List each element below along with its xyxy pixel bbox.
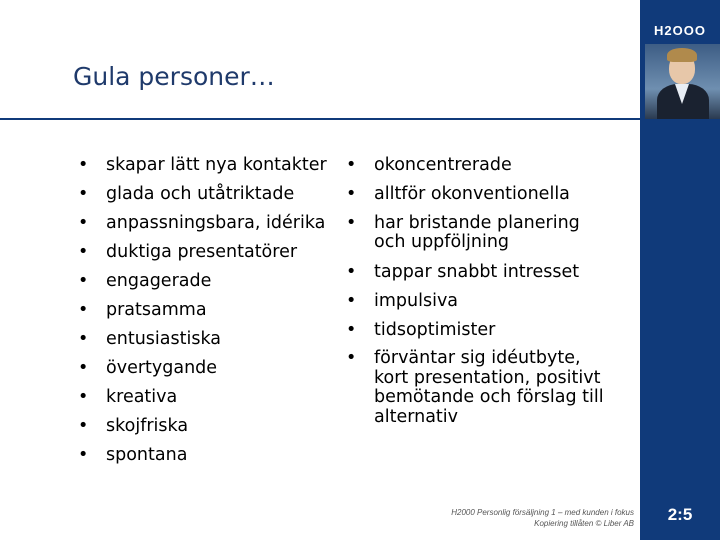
list-item [78,383,343,412]
footer-credit [408,507,634,529]
list-item-text: duktiga presentatörer [106,242,298,262]
list-item [78,296,343,325]
bullet-icon: • [78,387,89,407]
list-item [78,238,343,267]
photo-hair [667,48,697,62]
list-item-text: och uppföljning [374,232,510,252]
list-item-text: kort presentation, positivt [374,367,601,388]
bullet-icon: • [78,271,89,291]
list-item [78,209,343,238]
list-item-text: anpassningsbara, idérika [106,213,326,233]
list-item-text: övertygande [106,358,218,378]
list-item [78,354,343,383]
bullet-icon: • [78,300,89,320]
list-item-text: förväntar sig idéutbyte, [374,348,581,368]
bullet-icon: • [78,416,89,436]
list-item-text: pratsamma [106,300,207,320]
list-item [346,258,628,287]
slide-title: Gula personer… [73,62,275,91]
list-item [346,209,628,258]
bullet-icon: • [346,155,357,175]
list-item [78,412,343,441]
list-item-text: alltför okonventionella [374,184,570,204]
header-divider [0,118,645,120]
bullet-icon: • [346,261,357,282]
bullet-icon: • [346,212,357,233]
list-item-text: alternativ [374,406,458,427]
list-item-text: glada och utåtriktade [106,184,295,204]
list-item-text: kreativa [106,387,178,407]
list-item [78,180,343,209]
list-item-text: entusiastiska [106,329,222,349]
list-item-text: engagerade [106,271,212,291]
bullet-icon: • [78,445,89,465]
presenter-photo [645,44,720,119]
bullet-icon: • [78,329,89,349]
list-item-text: spontana [106,445,188,465]
list-item-text: tidsoptimister [374,319,496,340]
list-item-text: impulsiva [374,290,459,311]
list-item-text: bemötande och förslag till [374,387,604,407]
list-item [346,316,628,345]
footer-line-2: Kopiering tillåten © Liber AB [534,519,634,528]
bullet-icon: • [346,290,357,311]
bullet-icon: • [78,184,89,204]
list-item [78,267,343,296]
list-item-text: okoncentrerade [374,155,512,175]
list-item [78,441,343,470]
list-item-text: skojfriska [106,416,189,436]
bullet-icon: • [346,184,357,204]
list-item [78,325,343,354]
list-item-text: har bristande planering [374,212,580,233]
list-item-text: tappar snabbt intresset [374,261,580,282]
brand-logo: H2OOO [654,23,706,38]
negative-traits-list [346,151,628,432]
list-item-text: skapar lätt nya kontakter [106,155,327,175]
positive-traits-list [78,151,343,470]
bullet-icon: • [78,242,89,262]
bullet-icon: • [346,319,357,340]
bullet-icon: • [78,213,89,233]
footer-line-1: H2000 Personlig försäljning 1 – med kunden i fokus [451,508,634,517]
list-item [346,345,628,433]
bullet-icon: • [78,358,89,378]
page-number: 2:5 [667,505,693,524]
list-item [346,287,628,316]
list-item [346,180,628,209]
list-item [78,151,343,180]
list-item [346,151,628,180]
bullet-icon: • [346,348,357,368]
bullet-icon: • [78,155,89,175]
